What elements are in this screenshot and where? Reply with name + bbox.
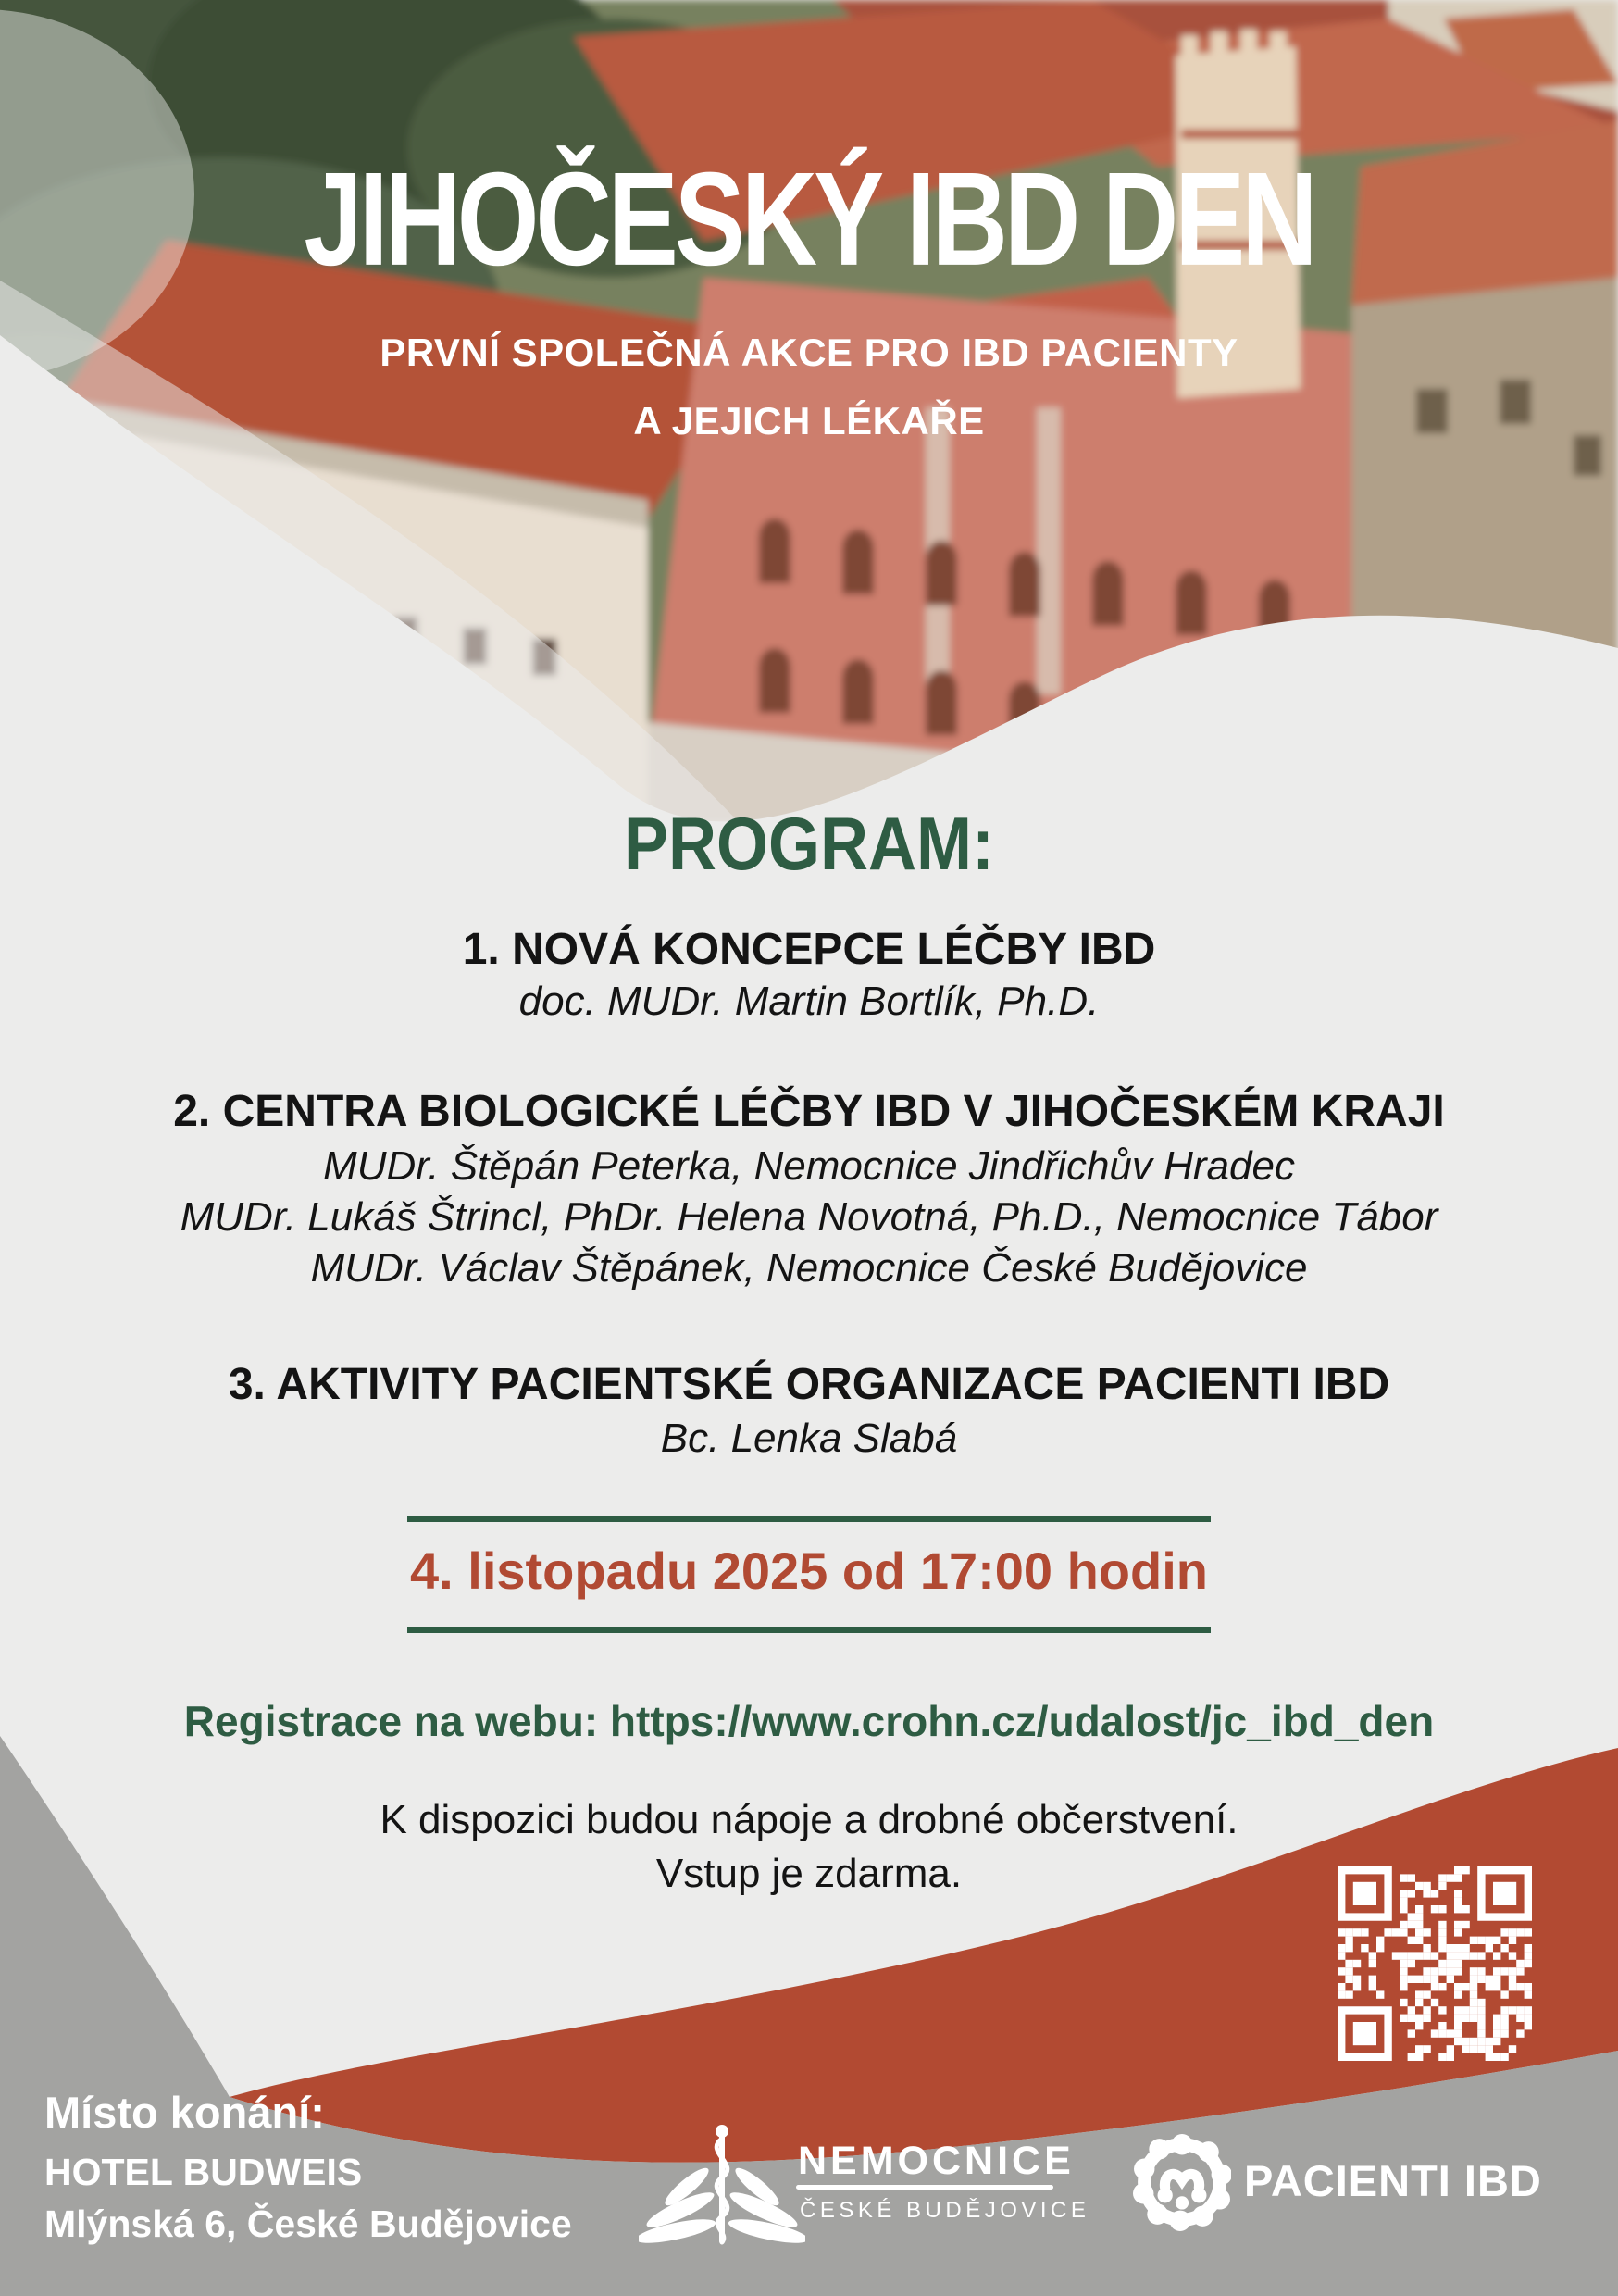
hospital-logo-name: NEMOCNICE xyxy=(798,2139,1075,2183)
poster-subtitle xyxy=(0,318,1618,455)
intestine-icon xyxy=(1133,2133,1231,2231)
program-item-2-title: 2. CENTRA BIOLOGICKÉ LÉČBY IBD V JIHOČESKÉM KRAJI xyxy=(173,1087,1445,1136)
poster-subtitle-line1: PRVNÍ SPOLEČNÁ AKCE PRO IBD PACIENTY xyxy=(380,331,1238,374)
qr-code-icon xyxy=(1338,1866,1532,2061)
free-entry-note: Vstup je zdarma. xyxy=(655,1851,963,1896)
program-item-2-speaker-3: MUDr. Václav Štěpánek, Nemocnice České Budějovice xyxy=(310,1245,1308,1291)
registration-link: Registrace na webu: https://www.crohn.cz/udalost/jc_ibd_den xyxy=(183,1697,1435,1745)
poster-subtitle-line2: A JEJICH LÉKAŘE xyxy=(633,399,985,443)
event-datetime: 4. listopadu 2025 od 17:00 hodin xyxy=(410,1541,1208,1600)
divider-line-top xyxy=(407,1516,1211,1522)
program-item-2-speaker-2: MUDr. Lukáš Štrincl, PhDr. Helena Novotná, Ph.D., Nemocnice Tábor xyxy=(180,1194,1438,1240)
program-item-1-speaker: doc. MUDr. Martin Bortlík, Ph.D. xyxy=(518,979,1100,1024)
hospital-logo-divider xyxy=(796,2185,1053,2190)
poster-title: JIHOČESKÝ IBD DEN xyxy=(304,145,1314,294)
divider-line-bottom xyxy=(407,1627,1211,1633)
venue-name: HOTEL BUDWEIS xyxy=(44,2151,363,2193)
program-item-1-title: 1. NOVÁ KONCEPCE LÉČBY IBD xyxy=(462,925,1156,974)
program-item-3-title: 3. AKTIVITY PACIENTSKÉ ORGANIZACE PACIENTI IBD xyxy=(228,1360,1390,1409)
program-item-3-speaker: Bc. Lenka Slabá xyxy=(660,1416,958,1461)
patients-logo-name: PACIENTI IBD xyxy=(1244,2156,1542,2205)
refreshments-note: K dispozici budou nápoje a drobné občerstvení. xyxy=(380,1797,1238,1842)
program-heading: PROGRAM: xyxy=(624,803,994,886)
program-item-2-speaker-1: MUDr. Štěpán Peterka, Nemocnice Jindřichův Hradec xyxy=(323,1143,1295,1189)
venue-address: Mlýnská 6, České Budějovice xyxy=(44,2202,572,2245)
venue-label: Místo konání: xyxy=(44,2088,325,2137)
hospital-logo-city: ČESKÉ BUDĚJOVICE xyxy=(800,2198,1090,2223)
rod-of-asclepius-icon xyxy=(639,2122,805,2252)
